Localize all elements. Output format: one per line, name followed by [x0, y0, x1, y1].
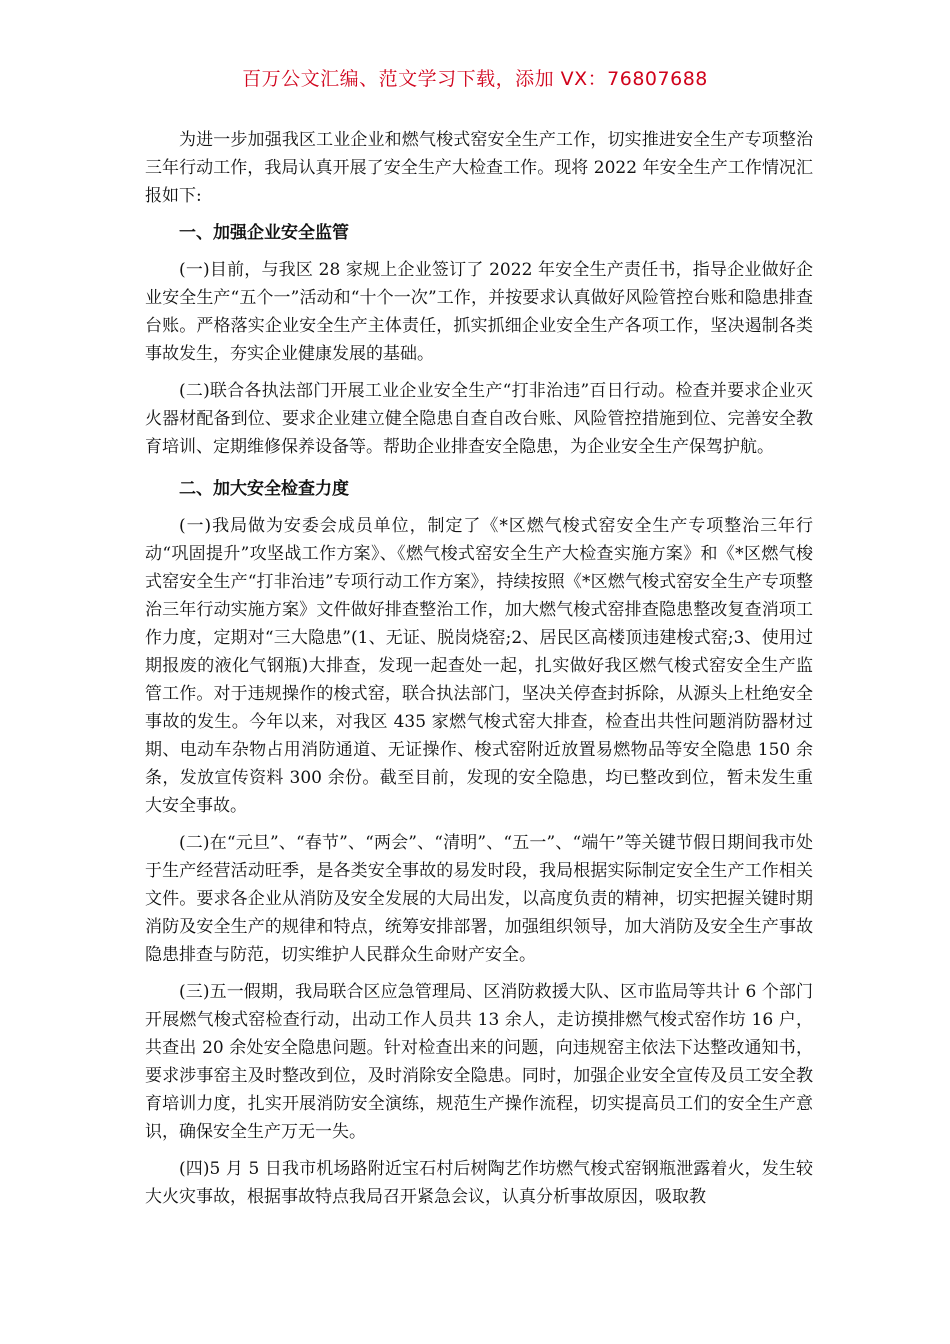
section-2-paragraph-3: (三)五一假期，我局联合区应急管理局、区消防救援大队、区市监局等共计 6 个部门开展燃气梭式窑检查行动，出动工作人员共 13 余人，走访摸排燃气梭式窑作坊 16 户，共查出 20 余处安全隐患问题。针对检查出来的问题，向违规窑主依法下达整改通知书，要求涉事窑主及时整改到位，及时消除安全隐患。同时，加强企业安全宣传及员工安全教育培训力度，扎实开展消防安全演练，规范生产操作流程，切实提高员工们的安全生产意识，确保安全生产万无一失。: [145, 982, 813, 1142]
section-1-heading: 一、加强企业安全监管: [179, 223, 349, 243]
section-2-paragraph-2: (二)在“元旦”、“春节”、“两会”、“清明”、“五一”、“端午”等关键节假日期间我市处于生产经营活动旺季，是各类安全事故的易发时段，我局根据实际制定安全生产工作相关文件。要求各企业从消防及安全发展的大局出发，以高度负责的精神，切实把握关键时期消防及安全生产的规律和特点，统筹安排部署，加强组织领导，加大消防及安全生产事故隐患排查与防范，切实维护人民群众生命财产安全。: [145, 833, 813, 965]
section-1-paragraph-2: (二)联合各执法部门开展工业企业安全生产“打非治违”百日行动。检查并要求企业灭火器材配备到位、要求企业建立健全隐患自查自改台账、风险管控措施到位、完善安全教育培训、定期维修保养设备等。帮助企业排查安全隐患，为企业安全生产保驾护航。: [145, 381, 813, 457]
document-body: [145, 126, 813, 1220]
section-2-paragraph-4: (四)5 月 5 日我市机场路附近宝石村后树陶艺作坊燃气梭式窑钢瓶泄露着火，发生较大火灾事故，根据事故特点我局召开紧急会议，认真分析事故原因，吸取教: [145, 1159, 813, 1207]
download-banner: 百万公文汇编、范文学习下载，添加 VX：76807688: [242, 68, 708, 90]
intro-paragraph: 为进一步加强我区工业企业和燃气梭式窑安全生产工作，切实推进安全生产专项整治三年行动工作，我局认真开展了安全生产大检查工作。现将 2022 年安全生产工作情况汇报如下:: [145, 130, 813, 206]
section-2-paragraph-1: (一)我局做为安委会成员单位，制定了《*区燃气梭式窑安全生产专项整治三年行动“巩固提升”攻坚战工作方案》、《燃气梭式窑安全生产大检查实施方案》和《*区燃气梭式窑安全生产“打非治违”专项行动工作方案》，持续按照《*区燃气梭式窑安全生产专项整治三年行动实施方案》文件做好排查整治工作，加大燃气梭式窑排查隐患整改复查消项工作力度，定期对“三大隐患”(1、无证、脱岗烧窑;2、居民区高楼顶违建梭式窑;3、使用过期报废的液化气钢瓶)大排查，发现一起查处一起，扎实做好我区燃气梭式窑安全生产监管工作。对于违规操作的梭式窑，联合执法部门，坚决关停查封拆除，从源头上杜绝安全事故的发生。今年以来，对我区 435 家燃气梭式窑大排查，检查出共性问题消防器材过期、电动车杂物占用消防通道、无证操作、梭式窑附近放置易燃物品等安全隐患 150 余条，发放宣传资料 300 余份。截至目前，发现的安全隐患，均已整改到位，暂未发生重大安全事故。: [145, 516, 813, 816]
section-2-heading: 二、加大安全检查力度: [179, 479, 349, 499]
section-1-paragraph-1: (一)目前，与我区 28 家规上企业签订了 2022 年安全生产责任书，指导企业做好企业安全生产“五个一”活动和“十个一次”工作，并按要求认真做好风险管控台账和隐患排查台账。严格落实企业安全生产主体责任，抓实抓细企业安全生产各项工作，坚决遏制各类事故发生，夯实企业健康发展的基础。: [145, 260, 813, 364]
